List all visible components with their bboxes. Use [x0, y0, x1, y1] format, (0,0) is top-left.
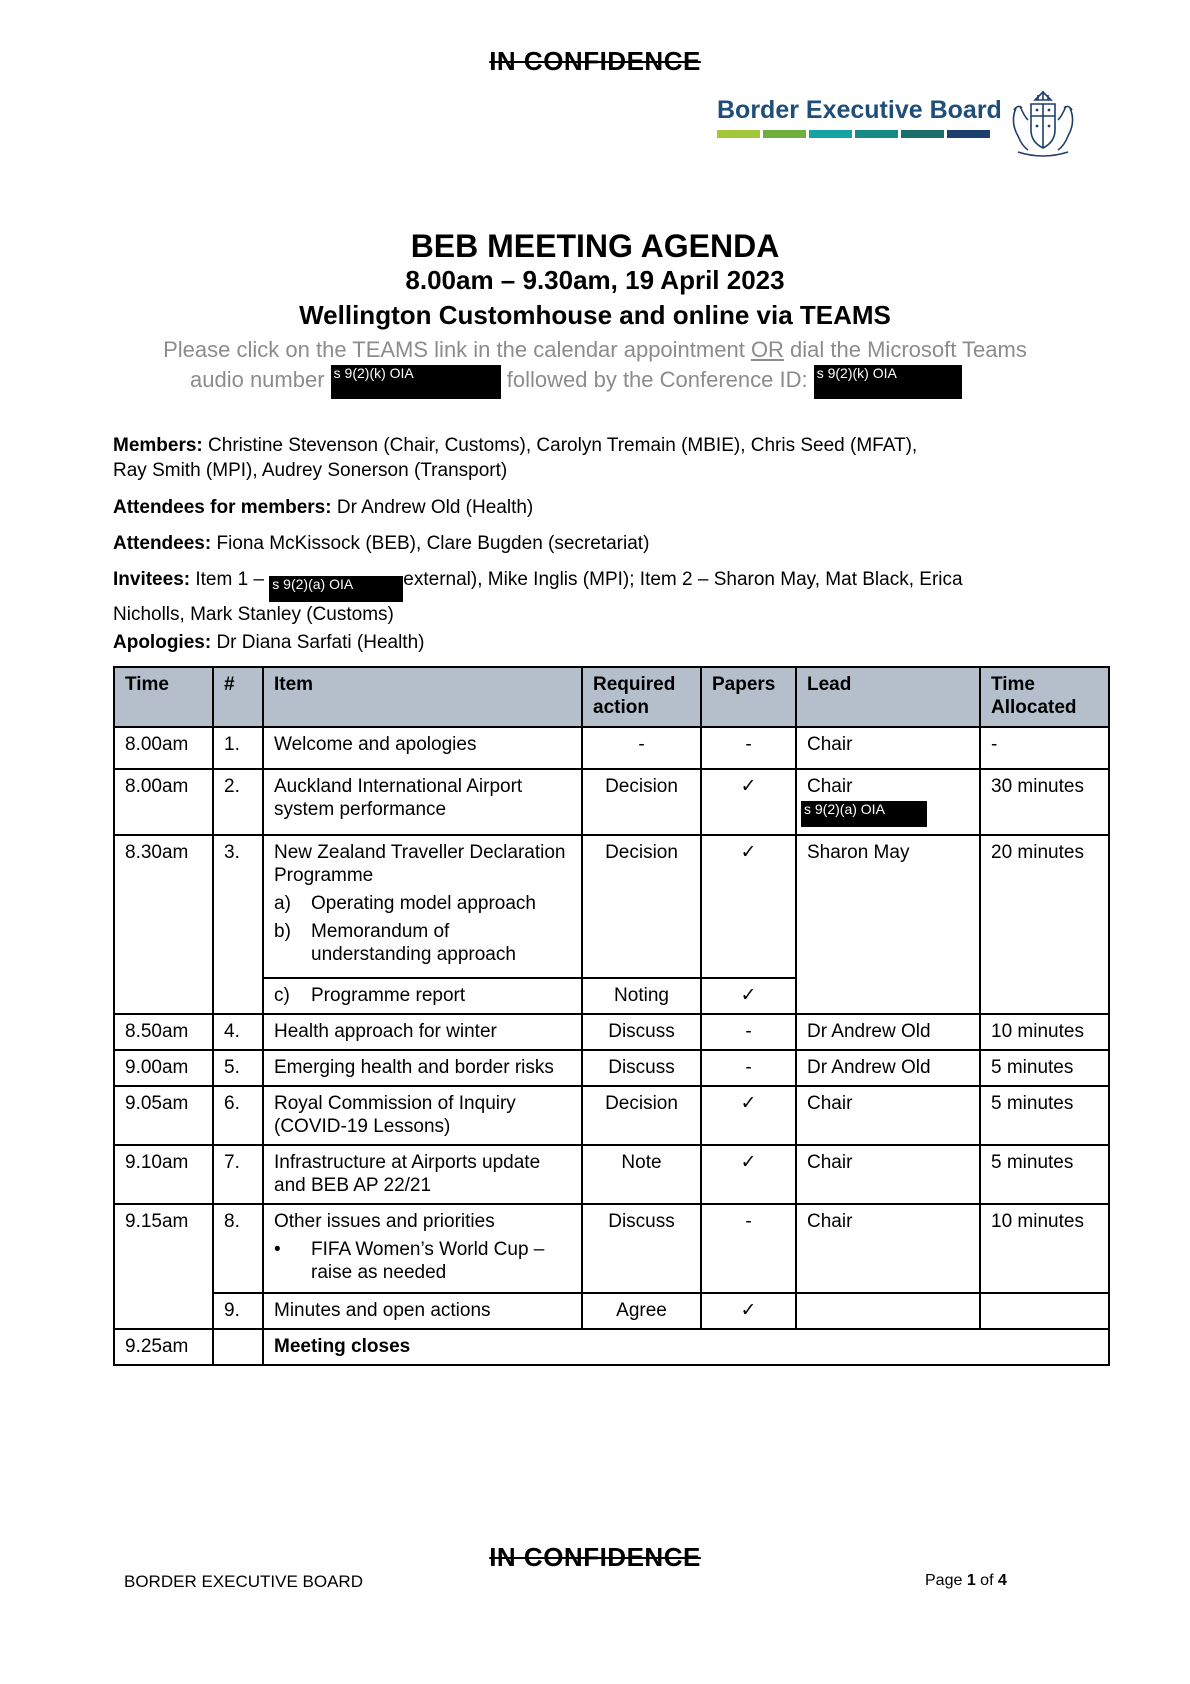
- cell-item: [263, 835, 582, 978]
- attendees-list: Fiona McKissock (BEB), Clare Bugden (secretariat): [211, 533, 650, 554]
- cell-action: Discuss: [582, 1050, 701, 1086]
- cell-allocated: -: [980, 727, 1109, 769]
- cell-time: 8.30am: [114, 835, 213, 1014]
- page-number: [925, 1572, 1007, 1590]
- sub-item-b: [274, 920, 571, 966]
- cell-number: 9.: [213, 1293, 263, 1329]
- cell-number: 5.: [213, 1050, 263, 1086]
- cell-papers: ✓: [701, 769, 796, 835]
- cell-number: 4.: [213, 1014, 263, 1050]
- dial-text: followed by the Conference ID:: [500, 367, 814, 392]
- cell-time: 9.05am: [114, 1086, 213, 1145]
- cell-lead: Sharon May: [796, 835, 980, 1014]
- invitees-label: Invitees:: [113, 569, 191, 590]
- cell-action: Decision: [582, 835, 701, 978]
- cell-lead: Chair: [796, 727, 980, 769]
- header-item: Item: [263, 667, 582, 727]
- header-required-action: Required action: [582, 667, 701, 727]
- invitees-text: external), Mike Inglis (MPI); Item 2 – Sharon May, Mat Black, Erica: [403, 569, 963, 590]
- members-list: Christine Stevenson (Chair, Customs), Carolyn Tremain (MBIE), Chris Seed (MFAT),: [202, 435, 918, 456]
- cell-papers: -: [701, 727, 796, 769]
- cell-item: [263, 1204, 582, 1293]
- dial-or: OR: [750, 337, 784, 362]
- cell-action: Agree: [582, 1293, 701, 1329]
- cell-action: Note: [582, 1145, 701, 1204]
- cell-item: Minutes and open actions: [263, 1293, 582, 1329]
- logo-bar: [809, 130, 852, 138]
- cell-number: 8.: [213, 1204, 263, 1293]
- sub-item-label: b): [274, 921, 291, 942]
- bullet-text: FIFA Women’s World Cup – raise as needed: [311, 1239, 545, 1283]
- dial-text: audio number: [190, 367, 331, 392]
- cell-action: Decision: [582, 1086, 701, 1145]
- cell-item: Emerging health and border risks: [263, 1050, 582, 1086]
- table-row: [114, 1050, 1109, 1086]
- cell-allocated: [980, 1293, 1109, 1329]
- cell-number: 1.: [213, 727, 263, 769]
- cell-allocated: 20 minutes: [980, 835, 1109, 1014]
- document-title: BEB MEETING AGENDA: [410, 228, 780, 264]
- logo-bar: [763, 130, 806, 138]
- cell-action: Discuss: [582, 1204, 701, 1293]
- header-lead: Lead: [796, 667, 980, 727]
- lead-name: Chair: [807, 776, 853, 797]
- cell-lead: Chair: [796, 1204, 980, 1293]
- cell-allocated: 10 minutes: [980, 1204, 1109, 1293]
- cell-time: 9.10am: [114, 1145, 213, 1204]
- table-header-row: [114, 667, 1109, 727]
- table-row: [114, 1086, 1109, 1145]
- cell-allocated: 30 minutes: [980, 769, 1109, 835]
- dial-text: Please click on the TEAMS link in the calendar appointment: [163, 337, 751, 362]
- cell-action: Noting: [582, 978, 701, 1014]
- cell-allocated: 10 minutes: [980, 1014, 1109, 1050]
- dial-in-instructions: [110, 335, 1080, 399]
- members-label: Members:: [113, 435, 203, 456]
- cell-number: 6.: [213, 1086, 263, 1145]
- attendees-for-members-label: Attendees for members:: [113, 497, 332, 518]
- invitees-text: Nicholls, Mark Stanley (Customs): [113, 604, 394, 625]
- table-row: [114, 835, 1109, 978]
- redaction-conference-id: s 9(2)(k) OIA: [814, 365, 962, 399]
- cell-time: 8.50am: [114, 1014, 213, 1050]
- cell-time: 8.00am: [114, 727, 213, 769]
- cell-action: Discuss: [582, 1014, 701, 1050]
- cell-number: 2.: [213, 769, 263, 835]
- attendees-paragraph: [113, 531, 1013, 556]
- page-current: 1: [966, 1572, 976, 1589]
- sub-item-label: c): [274, 985, 290, 1006]
- page-prefix: Page: [925, 1572, 967, 1589]
- invitees-paragraph: [113, 567, 1013, 627]
- attendees-for-members-list: Dr Andrew Old (Health): [331, 497, 534, 518]
- dial-text: dial the Microsoft Teams: [783, 337, 1027, 362]
- cell-lead: Dr Andrew Old: [796, 1050, 980, 1086]
- cell-number: [213, 1329, 263, 1365]
- cell-papers: -: [701, 1014, 796, 1050]
- meeting-location: Wellington Customhouse and online via TEAMS: [299, 300, 891, 330]
- sub-item-a: [274, 892, 571, 915]
- cell-number: 3.: [213, 835, 263, 1014]
- item-title: New Zealand Traveller Declaration Programme: [274, 842, 566, 886]
- cell-time: 8.00am: [114, 769, 213, 835]
- attendees-label: Attendees:: [113, 533, 212, 554]
- table-row: [114, 769, 1109, 835]
- apologies-label: Apologies:: [113, 632, 212, 653]
- cell-number: 7.: [213, 1145, 263, 1204]
- table-row: [114, 1329, 1109, 1365]
- cell-lead: Dr Andrew Old: [796, 1014, 980, 1050]
- attendees-for-members-paragraph: [113, 495, 1013, 520]
- cell-papers: -: [701, 1050, 796, 1086]
- cell-papers: ✓: [701, 1086, 796, 1145]
- table-row: [114, 727, 1109, 769]
- redaction-audio-number: s 9(2)(k) OIA: [331, 365, 501, 399]
- cell-time: 9.00am: [114, 1050, 213, 1086]
- logo-text: Border Executive Board: [717, 96, 1002, 124]
- cell-papers: ✓: [701, 835, 796, 978]
- cell-action: -: [582, 727, 701, 769]
- table-row: [114, 1293, 1109, 1329]
- sub-item-text: Operating model approach: [311, 893, 536, 914]
- members-paragraph: [113, 433, 1013, 483]
- nz-coat-of-arms-icon: [1004, 86, 1082, 160]
- header-number: #: [213, 667, 263, 727]
- cell-allocated: 5 minutes: [980, 1145, 1109, 1204]
- bullet-item: [274, 1238, 571, 1284]
- confidentiality-marking-bottom: IN CONFIDENCE: [489, 1542, 701, 1572]
- cell-item: Auckland International Airport system performance: [263, 769, 582, 835]
- cell-item: Health approach for winter: [263, 1014, 582, 1050]
- cell-papers: -: [701, 1204, 796, 1293]
- apologies-list: Dr Diana Sarfati (Health): [211, 632, 425, 653]
- cell-item: Infrastructure at Airports update and BEB AP 22/21: [263, 1145, 582, 1204]
- logo-bar: [947, 130, 990, 138]
- cell-time: 9.15am: [114, 1204, 213, 1329]
- cell-time: 9.25am: [114, 1329, 213, 1365]
- agenda-table: [113, 666, 1110, 1366]
- cell-lead: [796, 769, 980, 835]
- table-row: [114, 1145, 1109, 1204]
- redaction-lead: s 9(2)(a) OIA: [801, 801, 927, 827]
- table-row: [114, 1204, 1109, 1293]
- footer-organisation: BORDER EXECUTIVE BOARD: [124, 1572, 363, 1591]
- meeting-datetime: 8.00am – 9.30am, 19 April 2023: [405, 265, 785, 295]
- sub-item-text: Memorandum of understanding approach: [311, 921, 516, 965]
- bullet-icon: •: [274, 1239, 281, 1260]
- cell-papers: ✓: [701, 1145, 796, 1204]
- cell-lead: [796, 1293, 980, 1329]
- cell-papers: ✓: [701, 978, 796, 1014]
- apologies-paragraph: [113, 630, 1013, 655]
- cell-lead: Chair: [796, 1086, 980, 1145]
- logo-color-bars: [717, 130, 990, 138]
- table-row: [114, 1014, 1109, 1050]
- logo-bar: [855, 130, 898, 138]
- page-of: of: [975, 1572, 998, 1589]
- logo-bar: [901, 130, 944, 138]
- sub-item-label: a): [274, 893, 291, 914]
- cell-lead: Chair: [796, 1145, 980, 1204]
- page-total: 4: [997, 1572, 1007, 1589]
- members-list: Ray Smith (MPI), Audrey Sonerson (Transport): [113, 460, 508, 481]
- header-time-allocated: Time Allocated: [980, 667, 1109, 727]
- logo-bar: [717, 130, 760, 138]
- cell-allocated: 5 minutes: [980, 1086, 1109, 1145]
- redaction-invitee: s 9(2)(a) OIA: [269, 576, 403, 602]
- cell-papers: ✓: [701, 1293, 796, 1329]
- cell-item: Royal Commission of Inquiry (COVID-19 Lessons): [263, 1086, 582, 1145]
- cell-item: Welcome and apologies: [263, 727, 582, 769]
- header-time: Time: [114, 667, 213, 727]
- header-papers: Papers: [701, 667, 796, 727]
- sub-item-c: [274, 984, 571, 1007]
- cell-item: [263, 978, 582, 1014]
- confidentiality-marking-top: IN CONFIDENCE: [489, 46, 701, 76]
- cell-action: Decision: [582, 769, 701, 835]
- cell-allocated: 5 minutes: [980, 1050, 1109, 1086]
- item-title: Other issues and priorities: [274, 1211, 495, 1232]
- cell-item: Meeting closes: [263, 1329, 1109, 1365]
- sub-item-text: Programme report: [311, 985, 466, 1006]
- invitees-text: Item 1 –: [190, 569, 270, 590]
